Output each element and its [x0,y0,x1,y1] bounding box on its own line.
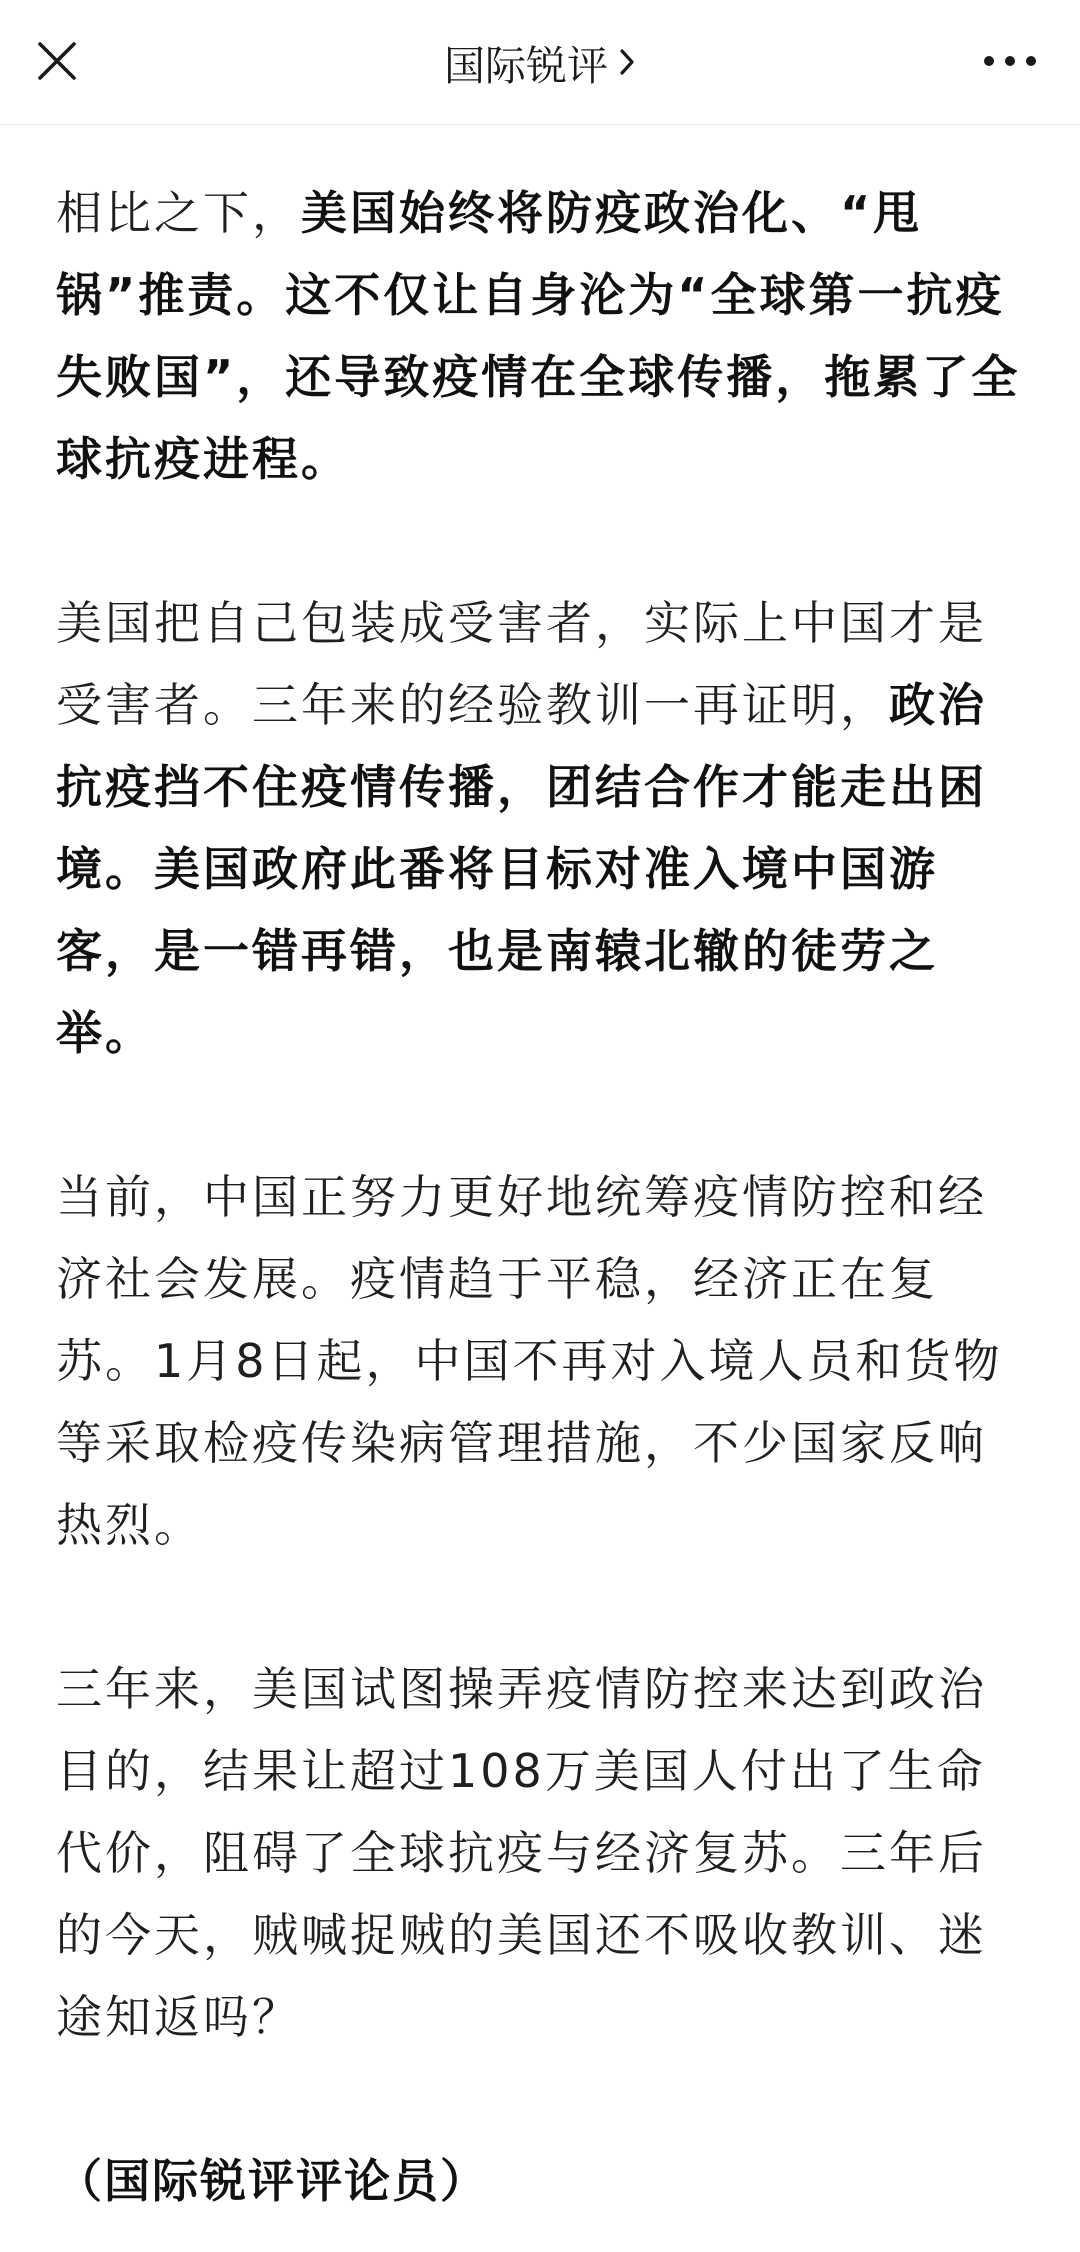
paragraph-bold-text: 政治抗疫挡不住疫情传播，团结合作才能走出困境。美国政府此番将目标对准入境中国游客，是一错再错，也是南辕北辙的徒劳之举。 [56,678,987,1060]
article-paragraph-2 [56,582,1028,1074]
close-button[interactable] [26,30,88,92]
paragraph-text: 美国把自己包装成受害者，实际上中国才是受害者。三年来的经验教训一再证明， [56,596,987,732]
page-title: 国际锐评 [444,41,608,90]
top-navigation-bar [0,0,1080,125]
paragraph-bold-text: 美国始终将防疫政治化、“甩锅”推责。这不仅让自身沦为“全球第一抗疫失败国”，还导致疫情在全球传播，拖累了全球抗疫进程。 [56,186,1021,486]
chevron-right-icon [618,47,636,77]
article-paragraph-1 [56,172,1028,500]
author-signature: （国际锐评评论员） [56,2154,488,2208]
close-icon [35,39,79,83]
paragraph-text: 相比之下， [56,186,301,240]
article-paragraph-4 [56,1648,1028,2058]
paragraph-text: 当前，中国正努力更好地统筹疫情防控和经济社会发展。疫情趋于平稳，经济正在复苏。1月8日起，中国不再对入境人员和货物等采取检疫传染病管理措施，不少国家反响热烈。 [56,1170,1003,1552]
account-title-button[interactable] [340,32,740,92]
article-body [56,172,1028,2222]
more-options-button[interactable] [970,30,1050,92]
paragraph-text: 三年来，美国试图操弄疫情防控来达到政治目的，结果让超过108万美国人付出了生命代价，阻碍了全球抗疫与经济复苏。三年后的今天，贼喊捉贼的美国还不吸收教训、迷途知返吗？ [56,1662,987,2044]
more-horizontal-icon [982,54,1038,68]
article-paragraph-3 [56,1156,1028,1566]
